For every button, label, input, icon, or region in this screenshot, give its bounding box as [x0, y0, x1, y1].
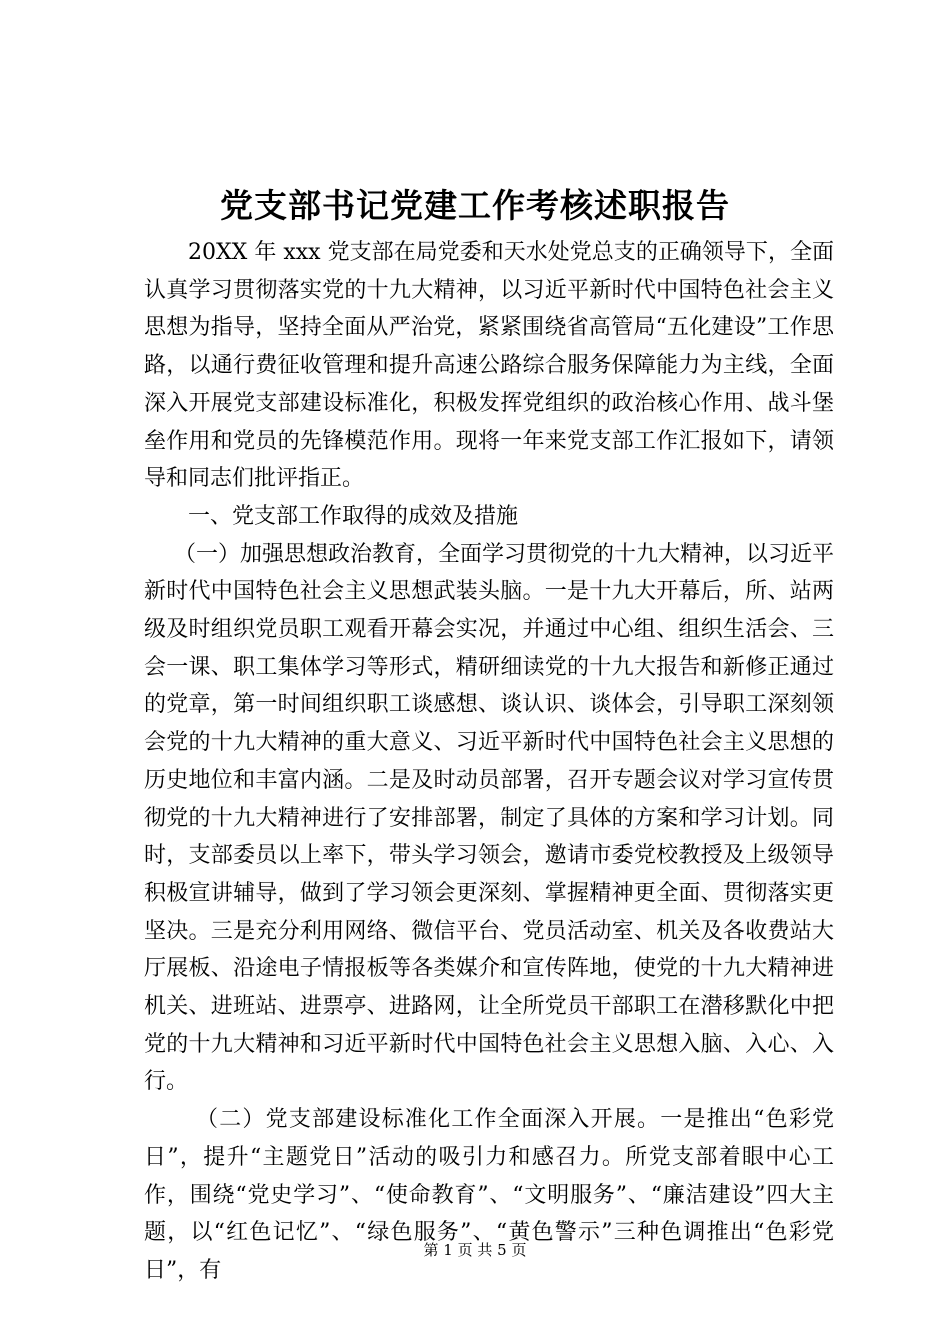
section-heading: 一、党支部工作取得的成效及措施	[188, 503, 519, 529]
subsection-paragraph-2: （二）党支部建设标准化工作全面深入开展。一是推出“色彩党日”，提升“主题党日”活动的吸引力和感召力。所党支部着眼中心工作，围绕“党史学习”、“使命教育”、“文明服务”、“廉洁建设”四大主题，以“红色记忆”、“绿色服务”、“黄色警示”三种色调推出“色彩党日”，有	[144, 1107, 834, 1283]
document-body	[144, 234, 834, 1290]
intro-paragraph: 20XX 年 xxx 党支部在局党委和天水处党总支的正确领导下，全面认真学习贯彻落实党的十九大精神，以习近平新时代中国特色社会主义思想为指导，坚持全面从严治党，紧紧围绕省高管局“五化建设”工作思路，以通行费征收管理和提升高速公路综合服务保障能力为主线，全面深入开展党支部建设标准化，积极发挥党组织的政治核心作用、战斗堡垒作用和党员的先锋模范作用。现将一年来党支部工作汇报如下，请领导和同志们批评指正。	[144, 240, 834, 492]
subsection-paragraph-1: （一）加强思想政治教育，全面学习贯彻党的十九大精神，以习近平新时代中国特色社会主义思想武装头脑。一是十九大开幕后，所、站两级及时组织党员职工观看开幕会实况，并通过中心组、组织生活会、三会一课、职工集体学习等形式，精研细读党的十九大报告和新修正通过的党章，第一时间组织职工谈感想、谈认识、谈体会，引导职工深刻领会党的十九大精神的重大意义、习近平新时代中国特色社会主义思想的历史地位和丰富内涵。二是及时动员部署，召开专题会议对学习宣传贯彻党的十九大精神进行了安排部署，制定了具体的方案和学习计划。同时，支部委员以上率下，带头学习领会，邀请市委党校教授及上级领导积极宣讲辅导，做到了学习领会更深刻、掌握精神更全面、贯彻落实更坚决。三是充分利用网络、微信平台、党员活动室、机关及各收费站大厅展板、沿途电子情报板等各类媒介和宣传阵地，使党的十九大精神进机关、进班站、进票亭、进路网，让全所党员干部职工在潜移默化中把党的十九大精神和习近平新时代中国特色社会主义思想入脑、入心、入行。	[144, 541, 835, 1095]
document-title: 党支部书记党建工作考核述职报告	[220, 186, 730, 225]
page-footer: 第 1 页 共 5 页	[423, 1241, 527, 1259]
